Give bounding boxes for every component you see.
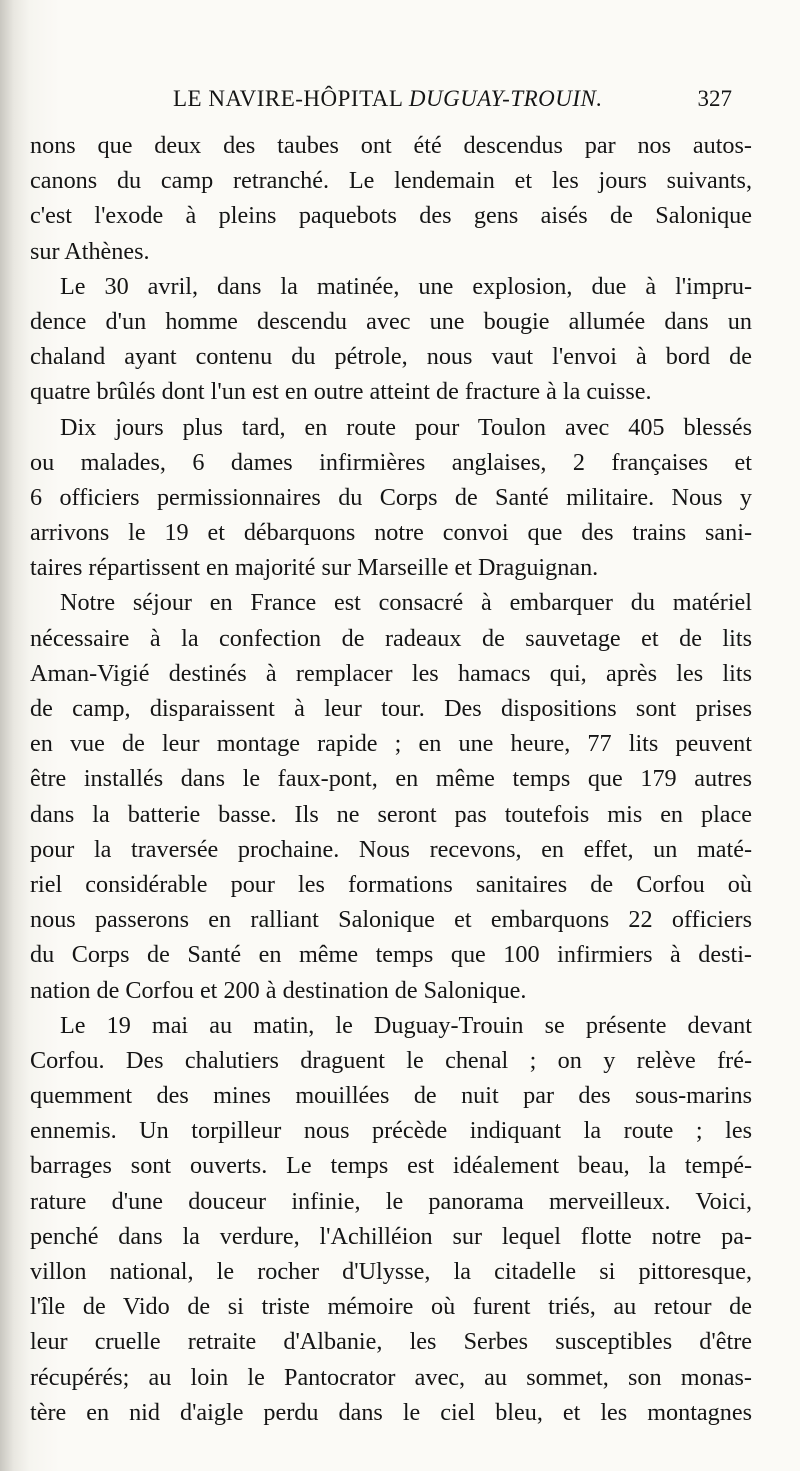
running-head-title: LE NAVIRE-HÔPITAL <box>173 86 409 111</box>
paragraph <box>30 585 752 1007</box>
text-line: nation de Corfou et 200 à destination de Salonique. <box>30 976 527 1004</box>
text-line: nons que deux des taubes ont été descendus par nos autos- <box>30 132 752 159</box>
text-line: nécessaire à la confection de radeaux de sauvetage et de lits <box>30 624 752 652</box>
running-head <box>173 86 603 112</box>
text-line: nous passerons en ralliant Salonique et embarquons 22 officiers <box>30 906 752 934</box>
text-line: du Corps de Santé en même temps que 100 infirmiers à desti- <box>30 941 752 969</box>
page-number: 327 <box>697 86 732 111</box>
text-line: récupérés; au loin le Pantocrator avec, au sommet, son monas- <box>30 1363 752 1391</box>
text-line: pour la traversée prochaine. Nous recevons, en effet, un maté- <box>30 835 752 863</box>
text-line: canons du camp retranché. Le lendemain et les jours suivants, <box>30 167 752 195</box>
paragraph <box>30 269 752 410</box>
text-line: c'est l'exode à pleins paquebots des gens aisés de Salonique <box>30 202 752 230</box>
text-line: Le 19 mai au matin, le Duguay-Trouin se présente devant <box>60 1011 752 1039</box>
text-line: Le 30 avril, dans la matinée, une explosion, due à l'impru- <box>60 272 752 300</box>
text-line: 6 officiers permissionnaires du Corps de Santé militaire. Nous y <box>30 483 752 511</box>
text-line: taires répartissent en majorité sur Marseille et Draguignan. <box>30 554 599 582</box>
text-line: être installés dans le faux-pont, en même temps que 179 autres <box>30 765 752 793</box>
text-line: tère en nid d'aigle perdu dans le ciel bleu, et les montagnes <box>30 1398 752 1426</box>
text-line: leur cruelle retraite d'Albanie, les Serbes susceptibles d'être <box>30 1328 752 1356</box>
paragraph <box>30 410 752 586</box>
text-line: sur Athènes. <box>30 237 150 265</box>
text-line: penché dans la verdure, l'Achilléion sur lequel flotte notre pa- <box>30 1222 752 1250</box>
page-header <box>140 86 740 126</box>
text-line: arrivons le 19 et débarquons notre convoi que des trains sani- <box>30 519 752 547</box>
text-line: en vue de leur montage rapide ; en une heure, 77 lits peuvent <box>30 730 752 758</box>
text-line: quemment des mines mouillées de nuit par des sous-marins <box>30 1082 752 1110</box>
text-line: chaland ayant contenu du pétrole, nous vaut l'envoi à bord de <box>30 343 752 371</box>
text-line: Dix jours plus tard, en route pour Toulon avec 405 blessés <box>60 413 752 441</box>
text-line: ou malades, 6 dames infirmières anglaises, 2 françaises et <box>30 448 752 476</box>
text-line: rature d'une douceur infinie, le panorama merveilleux. Voici, <box>30 1187 752 1215</box>
text-line: dence d'un homme descendu avec une bougie allumée dans un <box>30 307 752 335</box>
text-line: Aman-Vigié destinés à remplacer les hamacs qui, après les lits <box>30 659 752 687</box>
text-line: quatre brûlés dont l'un est en outre atteint de fracture à la cuisse. <box>30 378 652 406</box>
text-line: de camp, disparaissent à leur tour. Des dispositions sont prises <box>30 695 752 722</box>
text-line: riel considérable pour les formations sanitaires de Corfou où <box>30 870 752 898</box>
paragraph <box>30 1008 752 1430</box>
text-line: Corfou. Des chalutiers draguent le chenal ; on y relève fré- <box>30 1046 752 1074</box>
text-line: barrages sont ouverts. Le temps est idéalement beau, la tempé- <box>30 1152 752 1180</box>
text-line: Notre séjour en France est consacré à embarquer du matériel <box>60 589 752 617</box>
paragraph <box>30 128 752 269</box>
body-text <box>30 128 752 1430</box>
text-line: villon national, le rocher d'Ulysse, la citadelle si pittoresque, <box>30 1258 752 1285</box>
text-line: ennemis. Un torpilleur nous précède indiquant la route ; les <box>30 1117 752 1145</box>
text-line: l'île de Vido de si triste mémoire où furent triés, au retour de <box>30 1293 752 1321</box>
running-head-ship-name: DUGUAY-TROUIN. <box>408 86 603 111</box>
text-line: dans la batterie basse. Ils ne seront pas toutefois mis en place <box>30 800 752 828</box>
